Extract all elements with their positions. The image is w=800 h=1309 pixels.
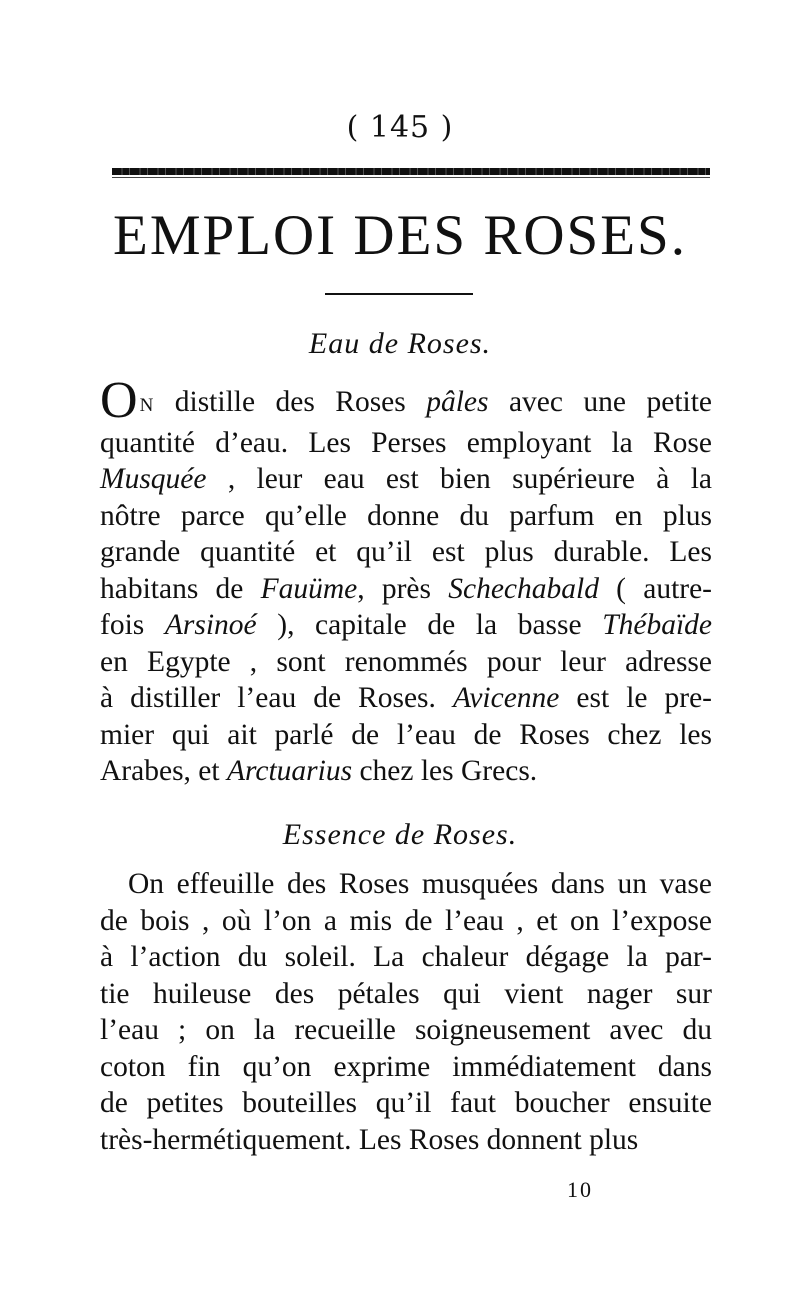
text-fragment: très-hermétiquement. Les Roses donnent plus	[100, 1123, 639, 1156]
text-line	[100, 866, 712, 903]
text-line	[100, 939, 712, 976]
text-fragment: chez les Grecs.	[352, 755, 538, 787]
text-fragment: habitans de	[100, 572, 261, 605]
text-fragment: l’eau ; on la recueille soigneusement avec du	[100, 1014, 712, 1046]
top-rule	[112, 168, 710, 175]
text-fragment: Musquée	[100, 463, 207, 495]
text-line	[100, 607, 712, 644]
text-line	[100, 1122, 712, 1159]
text-line	[100, 717, 712, 754]
text-line	[100, 1049, 712, 1086]
text-line	[100, 903, 712, 940]
text-fragment: Arctuarius	[226, 755, 353, 787]
paragraph-essence-de-roses	[100, 866, 712, 1158]
text-line	[100, 425, 712, 462]
text-line	[100, 644, 712, 681]
drop-cap: O	[100, 372, 138, 429]
text-fragment: nôtre parce qu’elle donne du parfum en plus	[100, 499, 712, 532]
text-fragment: , leur eau est bien supérieure à la	[206, 463, 712, 495]
text-fragment: à l’action du soleil. La chaleur dégage la par-	[100, 941, 712, 973]
text-line	[100, 680, 712, 717]
text-line	[100, 534, 712, 571]
section-heading-eau-de-roses: Eau de Roses.	[308, 327, 492, 360]
page-title: EMPLOI DES ROSES.	[113, 204, 687, 267]
paragraph-eau-de-roses	[100, 372, 713, 790]
section-heading-essence-de-roses: Essence de Roses.	[282, 818, 518, 851]
text-fragment: de bois , où l’on a mis de l’eau , et on l’expose	[100, 904, 712, 937]
small-cap: N	[139, 395, 155, 416]
text-line	[100, 753, 712, 790]
text-fragment: On effeuille des Roses musquées dans un vase	[128, 868, 712, 900]
text-fragment: ), capitale de la basse	[256, 609, 603, 641]
text-fragment: Arsinoé	[164, 609, 257, 641]
text-fragment: en Egypte , sont renommés pour leur adresse	[100, 645, 712, 678]
text-fragment: grande quantité et qu’il est plus durable. Les	[100, 536, 712, 568]
text-fragment: distille des Roses	[154, 386, 427, 418]
text-fragment: tie huileuse des pétales qui vient nager sur	[100, 977, 712, 1010]
text-fragment: fois	[100, 609, 165, 641]
text-fragment: Arabes, et	[100, 755, 227, 787]
text-fragment: avec une petite	[488, 386, 713, 418]
text-line	[100, 461, 712, 498]
text-fragment: Thébaïde	[602, 609, 712, 641]
signature-mark: 10	[567, 1177, 593, 1202]
text-fragment: mier qui ait parlé de l’eau de Roses chez les	[100, 718, 712, 751]
page-number: ( 145 )	[346, 110, 454, 145]
text-line	[100, 1085, 712, 1122]
text-fragment: Avicenne	[452, 682, 560, 714]
text-line	[100, 498, 712, 535]
text-fragment: quantité d’eau. Les Perses employant la Rose	[100, 426, 712, 459]
text-fragment: est le pre-	[559, 682, 712, 714]
text-line	[100, 1012, 712, 1049]
text-fragment: ( autre-	[598, 572, 713, 605]
text-fragment: Fauüme	[260, 572, 358, 605]
text-line	[100, 571, 712, 608]
title-rule	[325, 293, 473, 295]
text-line	[100, 372, 713, 429]
text-fragment: Schechabald	[448, 572, 599, 605]
text-fragment: à distiller l’eau de Roses.	[100, 682, 453, 714]
text-fragment: coton fin qu’on exprime immédiatement dans	[100, 1050, 712, 1083]
text-fragment: de petites bouteilles qu’il faut boucher ensuite	[100, 1087, 712, 1119]
text-line	[100, 976, 712, 1013]
text-fragment: , près	[357, 572, 449, 605]
text-fragment: pâles	[426, 386, 489, 418]
